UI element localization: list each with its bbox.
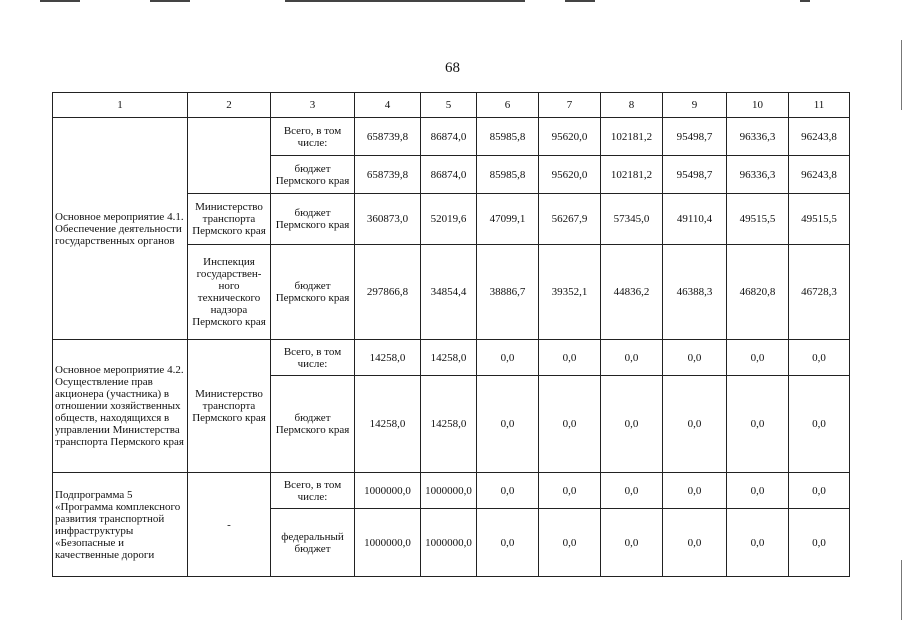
column-header: 7 [539, 93, 601, 118]
activity-name: Основное мероприятие 4.2. Осуществление прав акционера (участника) в отношении хозяйственных обществ, находящихся в управлении Министерства транспорта Пермского края [53, 340, 188, 473]
column-header: 11 [789, 93, 850, 118]
value-cell: 46728,3 [789, 245, 850, 340]
value-cell: 0,0 [477, 376, 539, 473]
value-cell: 1000000,0 [421, 473, 477, 509]
value-cell: 0,0 [789, 473, 850, 509]
funding-source: бюджет Пермского края [271, 245, 355, 340]
column-header: 10 [727, 93, 789, 118]
value-cell: 49515,5 [789, 194, 850, 245]
value-cell: 1000000,0 [355, 509, 421, 577]
table-row [53, 118, 850, 156]
value-cell: 0,0 [663, 509, 727, 577]
value-cell: 44836,2 [601, 245, 663, 340]
value-cell: 34854,4 [421, 245, 477, 340]
value-cell: 0,0 [663, 340, 727, 376]
value-cell: 85985,8 [477, 118, 539, 156]
value-cell: 49515,5 [727, 194, 789, 245]
value-cell: 52019,6 [421, 194, 477, 245]
value-cell: 0,0 [539, 340, 601, 376]
value-cell: 658739,8 [355, 118, 421, 156]
column-header: 5 [421, 93, 477, 118]
executor-cell: - [188, 473, 271, 577]
value-cell: 39352,1 [539, 245, 601, 340]
column-header: 2 [188, 93, 271, 118]
scan-edge-line [901, 560, 902, 620]
value-cell: 95498,7 [663, 156, 727, 194]
executor-cell: Инспекция государствен-ного технического надзора Пермского края [188, 245, 271, 340]
column-header: 1 [53, 93, 188, 118]
value-cell: 56267,9 [539, 194, 601, 245]
funding-source: Всего, в том числе: [271, 473, 355, 509]
value-cell: 102181,2 [601, 118, 663, 156]
value-cell: 49110,4 [663, 194, 727, 245]
value-cell: 47099,1 [477, 194, 539, 245]
column-header: 8 [601, 93, 663, 118]
scan-edge-line [565, 0, 595, 2]
value-cell: 0,0 [477, 473, 539, 509]
header-row [53, 93, 850, 118]
value-cell: 57345,0 [601, 194, 663, 245]
budget-table [52, 92, 850, 577]
value-cell: 14258,0 [421, 376, 477, 473]
value-cell: 0,0 [727, 509, 789, 577]
value-cell: 95620,0 [539, 118, 601, 156]
value-cell: 0,0 [789, 376, 850, 473]
activity-name: Подпрограмма 5 «Программа комплексного развития транспортной инфраструктуры «Безопасные и качественные дороги [53, 473, 188, 577]
value-cell: 0,0 [601, 376, 663, 473]
value-cell: 46388,3 [663, 245, 727, 340]
table-row [53, 340, 850, 376]
page-number: 68 [445, 60, 460, 76]
scan-edge-line [800, 0, 810, 2]
value-cell: 86874,0 [421, 118, 477, 156]
activity-name: Основное мероприятие 4.1. Обеспечение деятельности государственных органов [53, 118, 188, 340]
value-cell: 658739,8 [355, 156, 421, 194]
value-cell: 86874,0 [421, 156, 477, 194]
value-cell: 95498,7 [663, 118, 727, 156]
value-cell: 96243,8 [789, 118, 850, 156]
value-cell: 360873,0 [355, 194, 421, 245]
funding-source: федеральный бюджет [271, 509, 355, 577]
executor-cell [188, 118, 271, 194]
value-cell: 1000000,0 [355, 473, 421, 509]
value-cell: 85985,8 [477, 156, 539, 194]
column-header: 3 [271, 93, 355, 118]
value-cell: 0,0 [789, 340, 850, 376]
value-cell: 0,0 [539, 509, 601, 577]
value-cell: 38886,7 [477, 245, 539, 340]
column-header: 6 [477, 93, 539, 118]
value-cell: 0,0 [663, 473, 727, 509]
value-cell: 0,0 [539, 473, 601, 509]
table-row [53, 473, 850, 509]
value-cell: 96336,3 [727, 156, 789, 194]
funding-source: бюджет Пермского края [271, 156, 355, 194]
funding-source: бюджет Пермского края [271, 194, 355, 245]
value-cell: 0,0 [539, 376, 601, 473]
value-cell: 0,0 [601, 340, 663, 376]
value-cell: 96243,8 [789, 156, 850, 194]
funding-source: Всего, в том числе: [271, 340, 355, 376]
value-cell: 0,0 [601, 509, 663, 577]
value-cell: 0,0 [663, 376, 727, 473]
value-cell: 0,0 [727, 376, 789, 473]
value-cell: 14258,0 [355, 340, 421, 376]
value-cell: 46820,8 [727, 245, 789, 340]
value-cell: 297866,8 [355, 245, 421, 340]
value-cell: 14258,0 [355, 376, 421, 473]
funding-source: Всего, в том числе: [271, 118, 355, 156]
scan-edge-line [150, 0, 190, 2]
funding-source: бюджет Пермского края [271, 376, 355, 473]
value-cell: 0,0 [727, 473, 789, 509]
executor-cell: Министерство транспорта Пермского края [188, 340, 271, 473]
value-cell: 95620,0 [539, 156, 601, 194]
value-cell: 102181,2 [601, 156, 663, 194]
scan-edge-line [40, 0, 80, 2]
value-cell: 0,0 [477, 509, 539, 577]
column-header: 9 [663, 93, 727, 118]
value-cell: 0,0 [789, 509, 850, 577]
value-cell: 1000000,0 [421, 509, 477, 577]
value-cell: 0,0 [727, 340, 789, 376]
value-cell: 14258,0 [421, 340, 477, 376]
value-cell: 96336,3 [727, 118, 789, 156]
scan-edge-line [285, 0, 525, 2]
executor-cell: Министерство транспорта Пермского края [188, 194, 271, 245]
value-cell: 0,0 [477, 340, 539, 376]
value-cell: 0,0 [601, 473, 663, 509]
column-header: 4 [355, 93, 421, 118]
